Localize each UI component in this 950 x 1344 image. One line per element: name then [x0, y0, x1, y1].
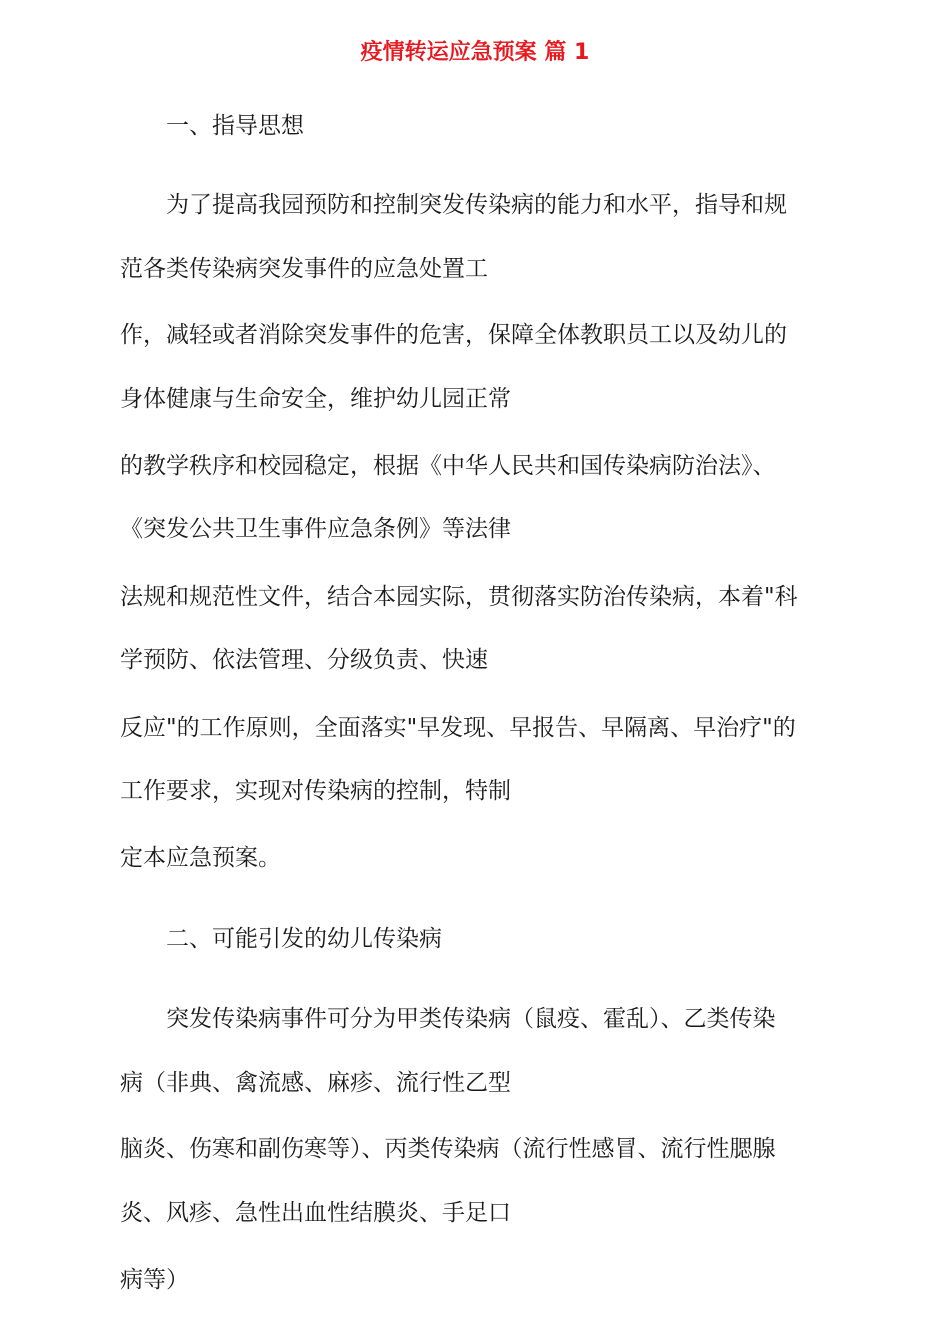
document-title: 疫情转运应急预案 篇 1	[360, 40, 590, 65]
section-heading-1: 一、指导思想	[166, 113, 304, 139]
paragraph-line: 突发传染病事件可分为甲类传染病（鼠疫、霍乱）、乙类传染	[166, 1006, 776, 1032]
paragraph-line: 病等）	[120, 1267, 189, 1293]
paragraph-line: 《突发公共卫生事件应急条例》等法律	[120, 516, 511, 542]
paragraph-line: 为了提高我园预防和控制突发传染病的能力和水平，指导和规	[166, 192, 787, 218]
paragraph-line: 反应"的工作原则，全面落实"早发现、早报告、早隔离、早治疗"的	[120, 715, 796, 741]
paragraph-line: 定本应急预案。	[120, 845, 281, 871]
paragraph-line: 法规和规范性文件，结合本园实际，贯彻落实防治传染病，本着"科	[120, 584, 798, 610]
paragraph-line: 脑炎、伤寒和副伤寒等）、丙类传染病（流行性感冒、流行性腮腺	[120, 1136, 776, 1162]
paragraph-line: 病（非典、禽流感、麻疹、流行性乙型	[120, 1070, 511, 1096]
paragraph-line: 范各类传染病突发事件的应急处置工	[120, 256, 488, 282]
paragraph-line: 身体健康与生命安全，维护幼儿园正常	[120, 386, 511, 412]
paragraph-line: 学预防、依法管理、分级负责、快速	[120, 647, 488, 673]
paragraph-line: 作，减轻或者消除突发事件的危害，保障全体教职员工以及幼儿的	[120, 322, 787, 348]
paragraph-line: 工作要求，实现对传染病的控制，特制	[120, 778, 511, 804]
paragraph-line: 炎、风疹、急性出血性结膜炎、手足口	[120, 1200, 511, 1226]
paragraph-line: 的教学秩序和校园稳定，根据《中华人民共和国传染病防治法》、	[120, 453, 776, 479]
section-heading-2: 二、可能引发的幼儿传染病	[166, 926, 442, 952]
